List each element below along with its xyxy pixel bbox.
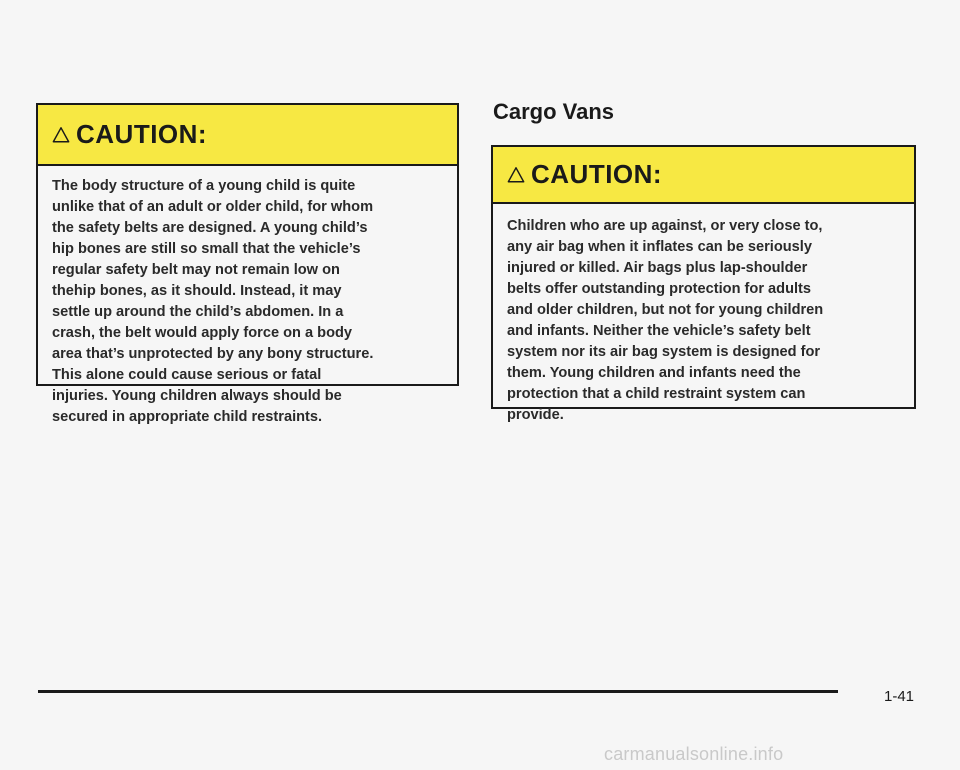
caution-text: Children who are up against, or very close to, any air bag when it inflates can be seriously injured or killed. Air bags plus lap-shoulder belts offer outstanding protection for adults and older children, but not for young children and infants. Neither the vehicle’s safety belt system nor its air bag system is designed for them. Young children and infants need the protection that a child restraint system can provide. (507, 218, 824, 423)
caution-title: CAUTION: (531, 159, 663, 189)
page-number: 1-41 (884, 688, 915, 705)
caution-header (38, 105, 457, 166)
caution-text: The body structure of a young child is quite unlike that of an adult or older child, for whom the safety belts are designed. A young child’s hip bones are still so small that the vehicle’s regular safety belt may not remain low on thehip bones, as it should. Instead, it may settle up around the child’s abdomen. In a crash, the belt would apply force on a body area that’s unprotected by any bony structure. This alone could cause serious or fatal injuries. Young children always should be secured in appropriate child restraints. (52, 178, 374, 425)
watermark-text: carmanualsonline.info (604, 744, 784, 764)
caution-box-air-bag (491, 145, 916, 423)
caution-box-child-anatomy (36, 103, 459, 425)
footer-divider (38, 690, 838, 693)
caution-header (493, 147, 914, 204)
warning-triangle-icon (507, 166, 525, 184)
section-heading: Cargo Vans (493, 99, 615, 124)
warning-triangle-icon (52, 126, 70, 144)
caution-title: CAUTION: (76, 119, 208, 149)
